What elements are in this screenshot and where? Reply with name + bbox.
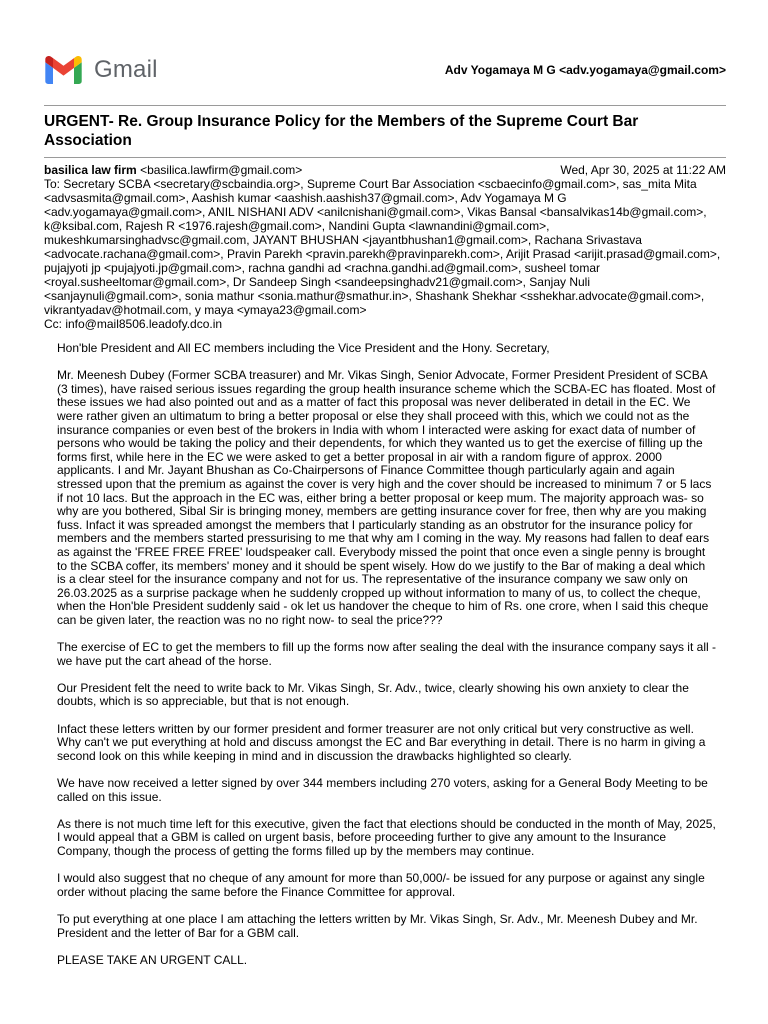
sent-date: Wed, Apr 30, 2025 at 11:22 AM bbox=[560, 163, 726, 177]
email-meta bbox=[44, 163, 726, 331]
body-paragraph: Infact these letters written by our former president and former treasurer are not only critical but very constructive as well. Why can't we put everything at hold and discuss amongst the EC and Bar everything in detail. There is no harm in giving a second look on this while keeping in mind and in discussion the drawbacks highlighted so clearly. bbox=[57, 721, 706, 763]
cc-line: Cc: info@mail8506.leadofy.dco.in bbox=[44, 317, 223, 331]
recipients bbox=[44, 177, 726, 331]
body-paragraph: Our President felt the need to write back to Mr. Vikas Singh, Sr. Adv., twice, clearly showing his own anxiety to clear the doubts, which is so appreciable, but that is not enough. bbox=[57, 680, 689, 709]
email-body bbox=[57, 342, 717, 981]
gmail-logo bbox=[44, 56, 158, 84]
body-paragraph: As there is not much time left for this executive, given the fact that elections should be conducted in the month of May, 2025, I would appeal that a GBM is called on urgent basis, before proceeding further to give any amount to the Insurance Company, though the process of getting the forms filled up by the members may continue. bbox=[57, 816, 716, 858]
account-label: Adv Yogamaya M G <adv.yogamaya@gmail.com> bbox=[444, 63, 726, 77]
sender-email: <basilica.lawfirm@gmail.com> bbox=[140, 163, 303, 177]
salutation: Hon'ble President and All EC members including the Vice President and the Hony. Secretary, bbox=[57, 341, 550, 355]
body-paragraph: To put everything at one place I am attaching the letters written by Mr. Vikas Singh, Sr. Adv., Mr. Meenesh Dubey and Mr. President and the letter of Bar for a GBM call. bbox=[57, 911, 698, 940]
email-subject: URGENT- Re. Group Insurance Policy for the Members of the Supreme Court Bar Association bbox=[44, 113, 639, 149]
body-paragraph: I would also suggest that no cheque of any amount for more than 50,000/- be issued for any purpose or against any single order without placing the same before the Finance Committee for approval. bbox=[57, 871, 705, 899]
subject-divider bbox=[44, 157, 726, 158]
gmail-wordmark: Gmail bbox=[94, 56, 158, 83]
body-paragraph: Mr. Meenesh Dubey (Former SCBA treasurer) and Mr. Vikas Singh, Senior Advocate, Former President President of SCBA (3 times), have raised serious issues regarding the group health insurance scheme which the SCBA-EC has floated. Most of these issues we had also pointed out and as a matter of fact this proposal was never deliberated in detail in the EC. We were rather given an ultimatum to bring a better proposal or else they shall proceed with this, which we could not as the insurance companies or even best of the brokers in India with whom I interacted were asking for exact data of number of persons who would be taking the policy and their dependents, for which they wanted us to get the exercise of filling up the forms first, while here in the EC we were asked to get a better proposal in air with a random figure of approx. 2000 applicants. I and Mr. Jayant Bhushan as Co-Chairpersons of Finance Committee though particularly again and again stressed upon that the premium as against the cover is very high and the cover should be increased to minimum 7 or 5 lacs if not 10 lacs. But the approach in the EC was, either bring a better proposal or keep mum. The majority approach was- so why are you bothered, Sibal Sir is bringing money, members are getting insurance cover for free, then why are you making fuss. Infact it was spreaded amongst the members that I particularly standing as an obstrutor for the insurance policy for members and the members started pressurising to me that why am I coming in the way. My reasons had fallen to deaf ears as against the 'FREE FREE FREE' loudspeaker call. Everybody missed the point that once even a single penny is brought to the SCBA coffer, its members' money and it should be spent wisely. How do we justify to the Bar of making a deal which is a clear steel for the insurance company and not for us. The representative of the insurance company we saw only on 26.03.2025 as a surprise package when he suddenly cropped up without information to many of us, to collect the cheque, when the Hon'ble President suddenly said - ok let us handover the cheque to him of Rs. one crore, when I said this cheque can be given later, the reaction was no no right now- to seal the price??? bbox=[57, 368, 716, 627]
body-paragraph: The exercise of EC to get the members to fill up the forms now after sealing the deal with the insurance company says it all - we have put the cart ahead of the horse. bbox=[57, 640, 716, 668]
header-divider bbox=[44, 105, 726, 106]
closing-line: PLEASE TAKE AN URGENT CALL. bbox=[57, 952, 248, 967]
from-row bbox=[44, 163, 726, 177]
gmail-m-icon bbox=[44, 56, 83, 84]
sender-name: basilica law firm bbox=[44, 163, 137, 177]
sender bbox=[44, 163, 302, 177]
print-header bbox=[44, 56, 726, 86]
body-paragraph: We have now received a letter signed by over 344 members including 270 voters, asking for a General Body Meeting to be called on this issue. bbox=[57, 776, 708, 804]
to-line: To: Secretary SCBA <secretary@scbaindia.org>, Supreme Court Bar Association <scbaecinfo@gmail.com>, sas_mita Mita <advsasmita@gmail.com>, Aashish kumar <aashish.aashish37@gmail.com>, Adv Yogamaya M G <adv.yogamaya@gmail.com>, ANIL NISHANI ADV <anilcnishani@gmail.com>, Vikas Bansal <bansalvikas14b@gmail.com>, k@ksibal.com, Rajesh R <1976.rajesh@gmail.com>, Nandini Gupta <lawnandini@gmail.com>, mukeshkumarsinghadvsc@gmail.com, JAYANT BHUSHAN <jayantbhushan1@gmail.com>, Rachana Srivastava <advocate.rachana@gmail.com>, Pravin Parekh <pravin.parekh@pravinparekh.com>, Arijit Prasad <arijit.prasad@gmail.com>, pujajyoti jp <pujajyoti.jp@gmail.com>, rachna gandhi ad <rachna.gandhi.ad@gmail.com>, susheel tomar <royal.susheeltomar@gmail.com>, Dr Sandeep Singh <sandeepsinghadv21@gmail.com>, Sanjay Nuli <sanjaynuli@gmail.com>, sonia mathur <sonia.mathur@smathur.in>, Shashank Shekhar <sshekhar.advocate@gmail.com>, vikrantyadav@hotmail.com, y maya <ymaya23@gmail.com> bbox=[44, 177, 721, 317]
